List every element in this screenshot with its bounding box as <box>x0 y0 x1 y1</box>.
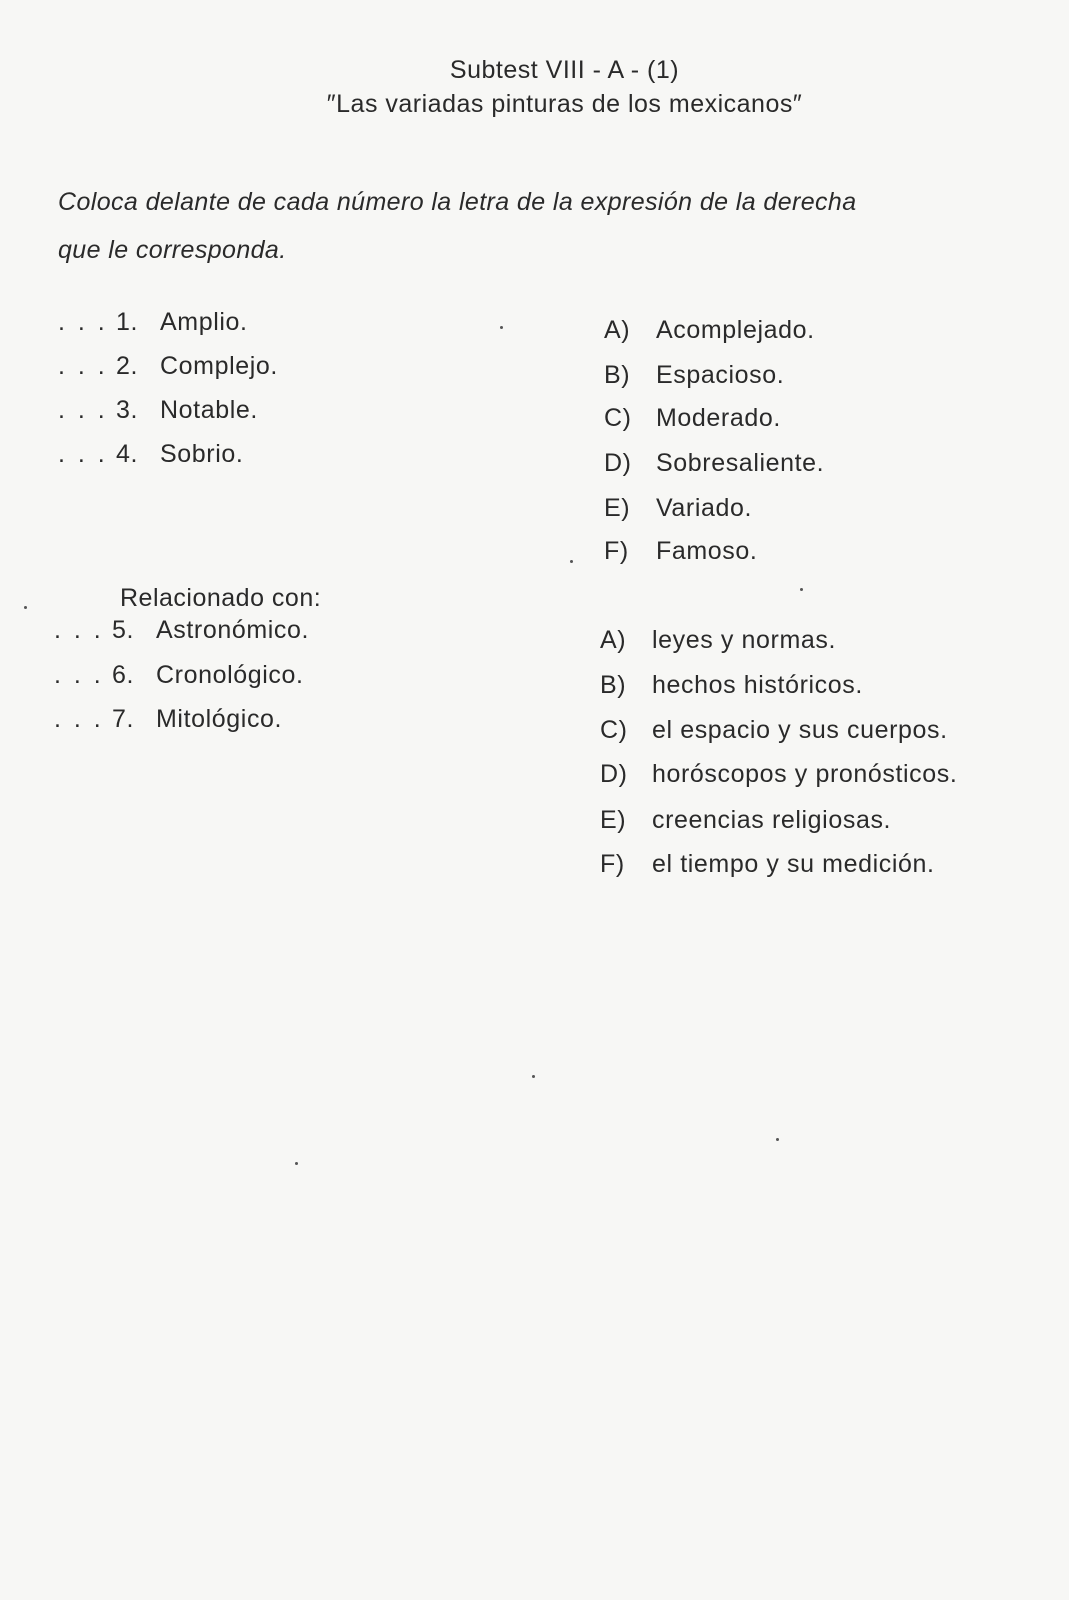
option-row-a <box>600 626 836 655</box>
question-word: Cronológico. <box>156 661 304 689</box>
option-letter: A) <box>604 316 631 344</box>
option-row-d <box>604 449 824 478</box>
option-text: el espacio y sus cuerpos. <box>652 716 948 744</box>
question-row-5 <box>54 616 309 645</box>
question-row-3 <box>58 396 258 425</box>
question-number: 2. <box>116 352 139 380</box>
question-number: 1. <box>116 308 139 336</box>
answer-blank[interactable]: . . . <box>54 661 104 689</box>
answer-blank[interactable]: . . . <box>58 352 108 380</box>
answer-blank[interactable]: . . . <box>58 308 108 336</box>
question-number: 5. <box>112 616 135 644</box>
scan-speck <box>24 606 27 609</box>
question-number: 6. <box>112 661 135 689</box>
question-row-7 <box>54 705 282 734</box>
question-word: Complejo. <box>160 352 278 380</box>
scan-speck <box>532 1075 535 1078</box>
option-text: creencias religiosas. <box>652 806 892 834</box>
option-letter: D) <box>604 449 632 477</box>
question-word: Amplio. <box>160 308 248 336</box>
option-letter: D) <box>600 760 628 788</box>
option-text: Sobresaliente. <box>656 449 825 477</box>
option-letter: C) <box>604 404 632 432</box>
question-word: Sobrio. <box>160 440 244 468</box>
option-row-f <box>600 850 935 879</box>
option-text: hechos históricos. <box>652 671 863 699</box>
section-label: Relacionado con: <box>120 584 322 612</box>
answer-blank[interactable]: . . . <box>54 616 104 644</box>
scan-speck <box>800 588 803 591</box>
option-row-a <box>604 316 815 345</box>
question-row-1 <box>58 308 248 337</box>
scan-speck <box>570 560 573 563</box>
option-row-e <box>604 494 752 523</box>
option-text: Moderado. <box>656 404 781 432</box>
option-row-c <box>600 716 948 745</box>
question-row-2 <box>58 352 278 381</box>
scan-speck <box>295 1162 298 1165</box>
question-row-6 <box>54 661 304 690</box>
instructions: Coloca delante de cada número la letra de la expresión de la derecha que le corresponda. <box>58 188 857 264</box>
option-text: horóscopos y pronósticos. <box>652 760 958 788</box>
scan-speck <box>500 326 503 329</box>
option-letter: E) <box>600 806 627 834</box>
option-letter: B) <box>600 671 627 699</box>
question-word: Mitológico. <box>156 705 283 733</box>
question-number: 7. <box>112 705 135 733</box>
option-row-e <box>600 806 891 835</box>
answer-blank[interactable]: . . . <box>58 396 108 424</box>
question-row-4 <box>58 440 243 469</box>
question-number: 3. <box>116 396 139 424</box>
option-letter: C) <box>600 716 628 744</box>
option-text: Acomplejado. <box>656 316 815 344</box>
answer-blank[interactable]: . . . <box>58 440 108 468</box>
option-letter: F) <box>600 850 625 878</box>
option-row-b <box>600 671 863 700</box>
option-letter: E) <box>604 494 631 522</box>
option-row-f <box>604 537 757 566</box>
option-letter: F) <box>604 537 629 565</box>
option-letter: B) <box>604 361 631 389</box>
scan-speck <box>776 1138 779 1141</box>
question-number: 4. <box>116 440 139 468</box>
question-word: Astronómico. <box>156 616 310 644</box>
option-text: Variado. <box>656 494 753 522</box>
option-text: Espacioso. <box>656 361 785 389</box>
page-subtitle: ″Las variadas pinturas de los mexicanos″ <box>326 90 803 118</box>
answer-blank[interactable]: . . . <box>54 705 104 733</box>
option-letter: A) <box>600 626 627 654</box>
option-text: leyes y normas. <box>652 626 837 654</box>
option-text: el tiempo y su medición. <box>652 850 935 878</box>
question-word: Notable. <box>160 396 258 424</box>
option-row-d <box>600 760 957 789</box>
option-row-c <box>604 404 781 433</box>
option-text: Famoso. <box>656 537 758 565</box>
page-title: Subtest VIII - A - (1) <box>449 56 680 84</box>
option-row-b <box>604 361 784 390</box>
